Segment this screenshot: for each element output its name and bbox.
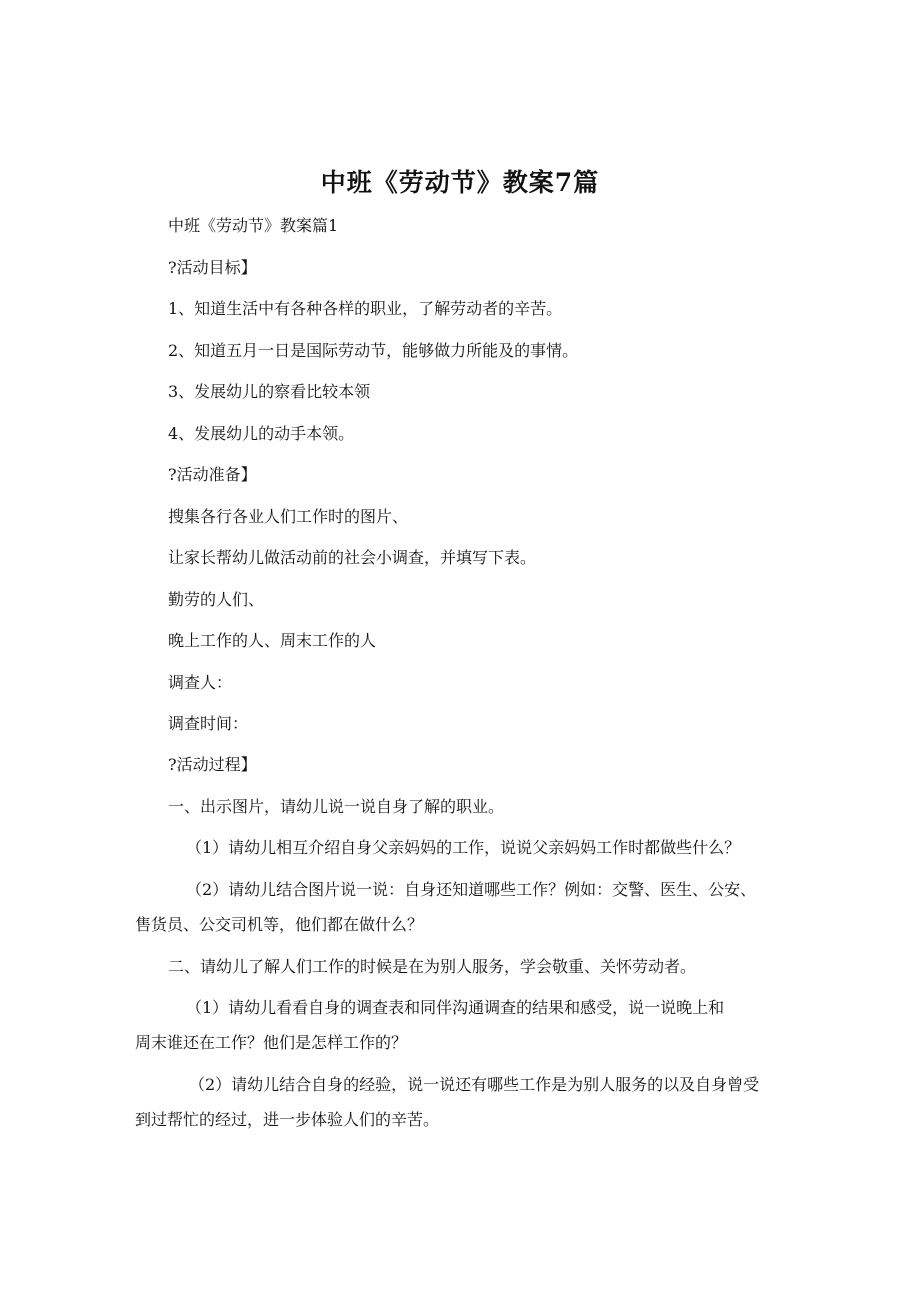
- step1-item2-line1: （2）请幼儿结合图片说一说：自身还知道哪些工作？例如：交警、医生、公安、: [186, 880, 757, 899]
- prep-item: 勤劳的人们、: [168, 590, 265, 609]
- goal-item: 1、知道生活中有各种各样的职业，了解劳动者的辛苦。: [168, 299, 563, 318]
- step2-item2-line2: 到过帮忙的经过，进一步体验人们的辛苦。: [135, 1110, 440, 1129]
- step2-heading: 二、请幼儿了解人们工作的时候是在为别人服务，学会敬重、关怀劳动者。: [168, 957, 697, 976]
- process-heading: ?活动过程】: [168, 755, 257, 774]
- goal-item: 2、知道五月一日是国际劳动节，能够做力所能及的事情。: [168, 341, 579, 360]
- prep-item: 调查时间：: [168, 714, 249, 733]
- step2-item1-line2: 周末谁还在工作？他们是怎样工作的？: [135, 1033, 408, 1052]
- prep-heading: ?活动准备】: [168, 465, 257, 484]
- prep-item: 让家长帮幼儿做活动前的社会小调查，并填写下表。: [168, 548, 537, 567]
- prep-item: 调查人：: [168, 673, 233, 692]
- goal-item: 3、发展幼儿的察看比较本领: [168, 382, 371, 401]
- step1-heading: 一、出示图片，请幼儿说一说自身了解的职业。: [168, 797, 505, 816]
- goal-item: 4、发展幼儿的动手本领。: [168, 424, 355, 443]
- step2-item1-line1: （1）请幼儿看看自身的调查表和同伴沟通调查的结果和感受，说一说晚上和: [186, 998, 725, 1017]
- goals-heading: ?活动目标】: [168, 258, 257, 277]
- document-title: 中班《劳动节》教案7篇: [320, 168, 600, 197]
- step1-item2-line2: 售货员、公交司机等，他们都在做什么？: [135, 915, 424, 934]
- prep-item: 晚上工作的人、周末工作的人: [168, 631, 377, 650]
- step2-item2-line1: （2）请幼儿结合自身的经验，说一说还有哪些工作是为别人服务的以及自身曾受: [189, 1075, 760, 1094]
- prep-item: 搜集各行各业人们工作时的图片、: [168, 507, 409, 526]
- step1-item1: （1）请幼儿相互介绍自身父亲妈妈的工作，说说父亲妈妈工作时都做些什么？: [186, 838, 741, 857]
- section-heading: 中班《劳动节》教案篇1: [168, 216, 339, 235]
